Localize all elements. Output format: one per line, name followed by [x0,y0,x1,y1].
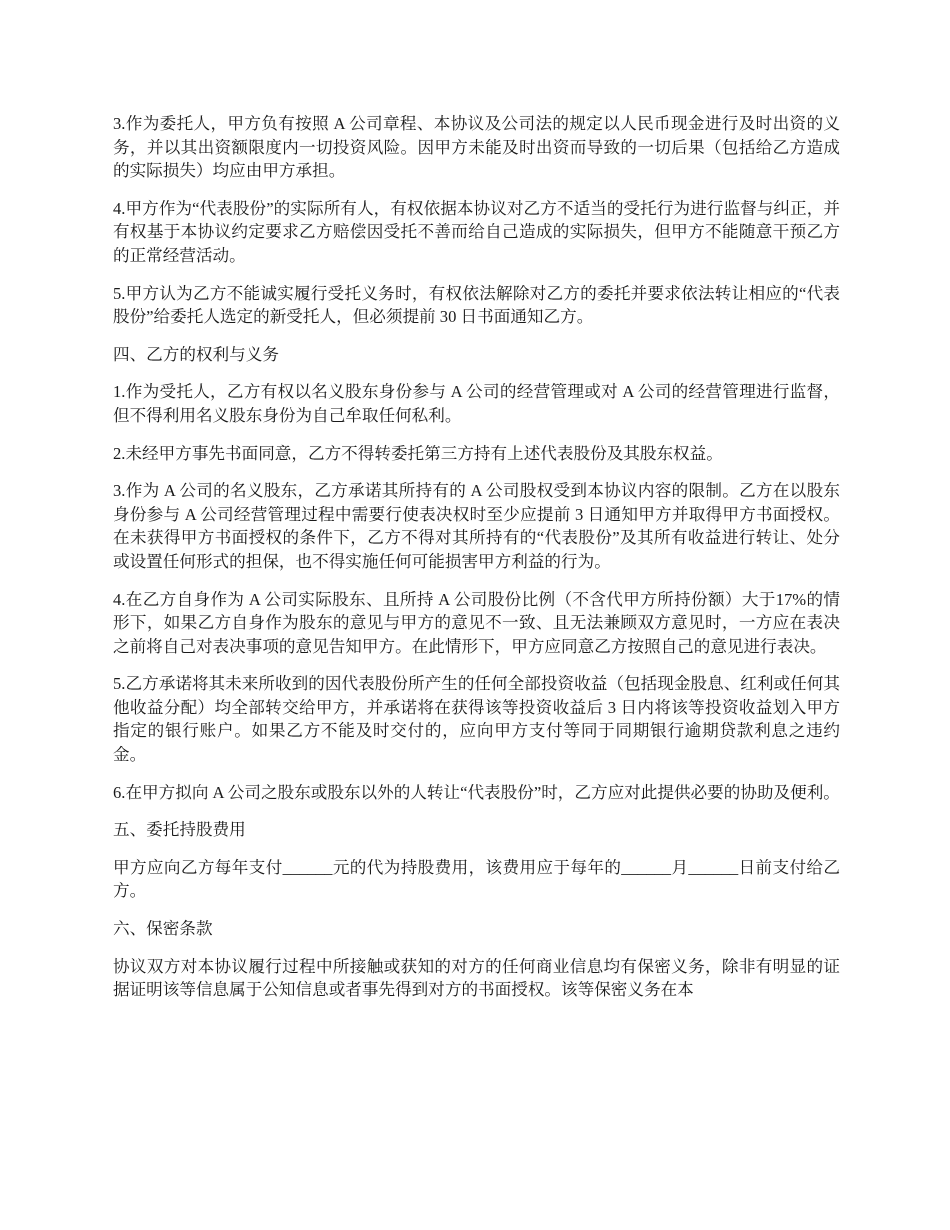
section-heading-party-b-rights: 四、乙方的权利与义务 [113,344,279,364]
clause-confidentiality: 协议双方对本协议履行过程中所接触或获知的对方的任何商业信息均有保密义务，除非有明显的证据证明该等信息属于公知信息或者事先得到对方的书面授权。该等保密义务在本 [113,956,840,1000]
clause-b5-income-transfer: 5.乙方承诺将其未来所收到的因代表股份所产生的任何全部投资收益（包括现金股息、红利或任何其他收益分配）均全部转交给甲方，并承诺将在获得该等投资收益后 3 日内将该等投资收益划入甲方指定的银行账户。如果乙方不能及时交付的，应向甲方支付等同于同期银行逾期贷款利息之违约金。 [113,674,840,765]
clause-b1-nominee-participation: 1.作为受托人，乙方有权以名义股东身份参与 A 公司的经营管理或对 A 公司的经营管理进行监督，但不得利用名义股东身份为自己牟取任何私利。 [113,382,840,425]
clause-fee-payment: 甲方应向乙方每年支付______元的代为持股费用，该费用应于每年的______月______日前支付给乙方。 [113,857,840,901]
clause-b4-conflict-voting: 4.在乙方自身作为 A 公司实际股东、且所持 A 公司股份比例（不含代甲方所持份额）大于17%的情形下，如果乙方自身作为股东的意见与甲方的意见不一致、且无法兼顾双方意见时，一方应在表决之前将自己对表决事项的意见告知甲方。在此情形下，甲方应同意乙方按照自己的意见进行表决。 [113,589,840,656]
section-heading-fees: 五、委托持股费用 [113,820,246,840]
clause-5-termination-right: 5.甲方认为乙方不能诚实履行受托义务时，有权依法解除对乙方的委托并要求依法转让相应的“代表股份”给委托人选定的新受托人，但必须提前 30 日书面通知乙方。 [113,283,840,327]
clause-b2-no-sub-delegation: 2.未经甲方事先书面同意，乙方不得转委托第三方持有上述代表股份及其股东权益。 [113,443,723,463]
section-heading-confidentiality: 六、保密条款 [113,919,213,939]
clause-4-supervision-right: 4.甲方作为“代表股份”的实际所有人，有权依据本协议对乙方不适当的受托行为进行监督与纠正，并有权基于本协议约定要求乙方赔偿因受托不善而给自己造成的实际损失，但甲方不能随意干预乙方的正常经营活动。 [113,198,840,265]
clause-3-investor-obligation: 3.作为委托人，甲方负有按照 A 公司章程、本协议及公司法的规定以人民币现金进行及时出资的义务，并以其出资额限度内一切投资风险。因甲方未能及时出资而导致的一切后果（包括给乙方造成的实际损失）均应由甲方承担。 [113,114,840,181]
document-page [113,112,840,1016]
clause-b6-transfer-assistance: 6.在甲方拟向 A 公司之股东或股东以外的人转让“代表股份”时，乙方应对此提供必要的协助及便利。 [113,782,840,802]
clause-b3-voting-restriction: 3.作为 A 公司的名义股东，乙方承诺其所持有的 A 公司股权受到本协议内容的限制。乙方在以股东身份参与 A 公司经营管理过程中需要行使表决权时至少应提前 3 日通知甲方并取得甲方书面授权。在未获得甲方书面授权的条件下，乙方不得对其所持有的“代表股份”及其所有收益进行转让、处分或设置任何形式的担保，也不得实施任何可能损害甲方利益的行为。 [113,481,840,571]
